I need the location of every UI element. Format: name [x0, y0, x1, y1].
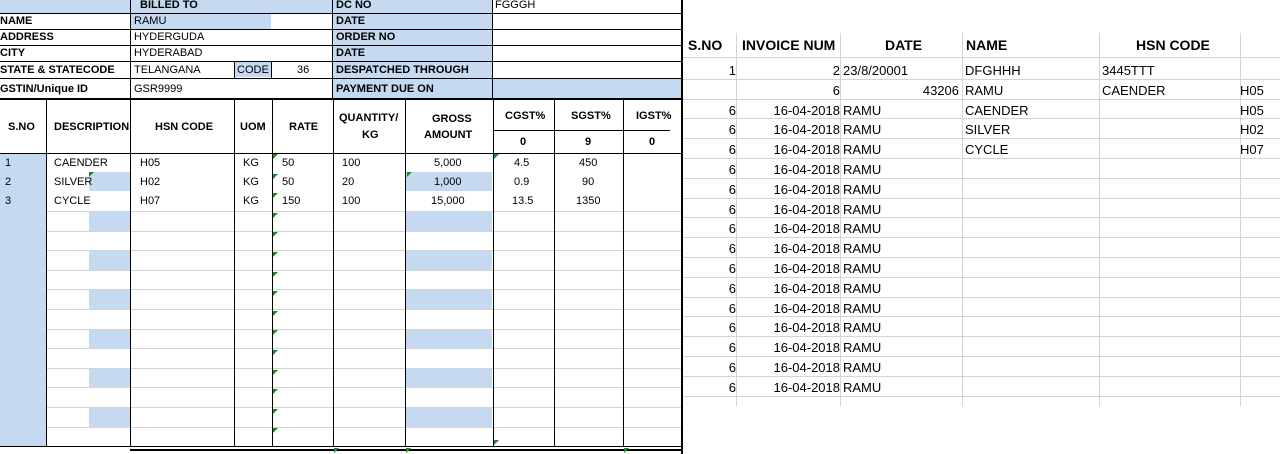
list-row[interactable] [683, 317, 1280, 337]
city-label: CITY [0, 47, 26, 59]
item-sno: 1 [5, 157, 12, 169]
list-cell-extra[interactable]: H02 [1240, 122, 1264, 138]
list-row[interactable] [683, 159, 1280, 179]
col-rate: RATE [289, 121, 319, 133]
item-uom[interactable]: KG [243, 195, 259, 207]
list-cell-sno[interactable]: 6 [728, 241, 736, 257]
empty-row-rule [46, 289, 681, 290]
empty-row-rule [46, 407, 681, 408]
item-sgst[interactable]: 1350 [576, 195, 601, 207]
col-hsn: HSN CODE [155, 121, 214, 133]
list-row[interactable] [683, 357, 1280, 377]
comment-marker-icon [273, 154, 278, 159]
table-row[interactable] [0, 154, 682, 173]
list-cell-date[interactable]: RAMU [843, 162, 882, 177]
list-cell-date[interactable]: RAMU [843, 102, 882, 118]
comment-marker-icon [273, 174, 278, 179]
col-divider [493, 100, 494, 446]
comment-marker-icon [273, 272, 278, 277]
list-cell-sno[interactable]: 6 [728, 201, 736, 217]
item-sgst[interactable]: 90 [582, 176, 595, 188]
order-date-label: DATE [336, 47, 366, 59]
col-sno: S.NO [8, 121, 35, 133]
empty-row-band [89, 368, 130, 388]
empty-row-band [89, 329, 130, 349]
list-col-date: DATE [885, 37, 923, 53]
list-col-sno: S.NO [688, 37, 723, 53]
item-uom[interactable]: KG [243, 176, 259, 188]
comment-marker-icon [273, 213, 278, 218]
list-cell-extra[interactable]: H05 [1240, 82, 1264, 98]
payment-due-label: PAYMENT DUE ON [336, 83, 434, 95]
list-cell-invoice[interactable]: 16-04-2018 [773, 162, 840, 177]
empty-row-band [406, 250, 492, 270]
list-cell-sno[interactable]: 6 [728, 261, 736, 276]
list-sheet [683, 0, 1280, 454]
list-cell-date[interactable]: RAMU [843, 320, 882, 336]
col-divider [405, 100, 406, 446]
col-igst: IGST% [636, 110, 672, 122]
item-gross[interactable]: 5,000 [434, 157, 462, 169]
col-description: DESCRIPTION [54, 121, 130, 133]
list-col-hsn: HSN CODE [1136, 37, 1210, 53]
item-uom[interactable]: KG [243, 157, 259, 169]
list-cell-invoice[interactable]: 16-04-2018 [773, 261, 840, 276]
list-cell-invoice[interactable]: 16-04-2018 [773, 102, 840, 118]
empty-row-rule [46, 211, 681, 212]
item-qty[interactable]: 100 [342, 195, 361, 207]
item-qty[interactable]: 100 [342, 157, 361, 169]
item-cgst[interactable]: 0.9 [514, 176, 530, 188]
item-rate[interactable]: 150 [282, 195, 301, 207]
list-cell-invoice[interactable]: 16-04-2018 [773, 379, 840, 395]
list-cell-name[interactable]: DFGHHH [965, 63, 1021, 78]
empty-row-rule [46, 231, 681, 232]
list-cell-date[interactable]: RAMU [843, 300, 882, 316]
comment-marker-icon [273, 350, 278, 355]
hdr-rule [0, 61, 682, 62]
list-row[interactable] [683, 119, 1280, 139]
item-rate[interactable]: 50 [282, 176, 295, 188]
list-cell-sno[interactable]: 6 [728, 360, 736, 375]
col-divider [554, 100, 555, 446]
list-cell-sno[interactable]: 6 [728, 300, 736, 316]
billed-to-label: BILLED TO [140, 0, 198, 11]
hdr-divider [234, 62, 235, 78]
list-cell-hsn[interactable]: 3445TTT [1102, 63, 1155, 78]
hdr-divider [492, 0, 493, 98]
item-gross[interactable]: 15,000 [431, 195, 465, 207]
comment-marker-icon [273, 291, 278, 296]
hdr-divider [332, 0, 333, 98]
list-row[interactable] [683, 258, 1280, 278]
empty-row-rule [46, 348, 681, 349]
dc-no-label: DC NO [336, 0, 372, 11]
comment-marker-icon [273, 311, 278, 316]
comment-marker-icon [273, 389, 278, 394]
list-cell-sno[interactable]: 6 [728, 340, 736, 356]
empty-row-rule [46, 427, 681, 428]
empty-row-rule [46, 250, 681, 251]
code-value[interactable]: 36 [297, 64, 310, 76]
list-row[interactable] [683, 199, 1280, 219]
col-gross-1: GROSS [432, 113, 472, 125]
comment-marker-icon [273, 330, 278, 335]
comment-marker-icon [89, 172, 94, 177]
list-cell-invoice[interactable]: 16-04-2018 [773, 181, 840, 197]
list-cell-extra[interactable]: H05 [1240, 102, 1264, 118]
list-cell-date[interactable]: RAMU [843, 241, 882, 257]
list-cell-extra[interactable]: H07 [1240, 142, 1264, 158]
col-cgst: CGST% [505, 110, 546, 122]
list-cell-invoice[interactable]: 16-04-2018 [773, 360, 840, 375]
address-value[interactable]: HYDERGUDA [134, 31, 205, 43]
list-col-name: NAME [966, 37, 1008, 53]
list-cell-invoice[interactable]: 16-04-2018 [773, 221, 840, 237]
list-row[interactable] [683, 238, 1280, 258]
list-cell-sno[interactable]: 1 [728, 63, 736, 78]
list-row[interactable] [683, 218, 1280, 238]
items-header [0, 100, 682, 153]
items-bottom-rule [0, 446, 682, 447]
list-cell-date[interactable]: RAMU [843, 379, 882, 395]
hdr-rule [0, 13, 682, 14]
col-gross-2: AMOUNT [424, 129, 473, 141]
col-divider [623, 100, 624, 446]
list-cell-name[interactable]: RAMU [965, 82, 1004, 98]
list-cell-date[interactable]: RAMU [843, 142, 882, 158]
city-value[interactable]: HYDERABAD [134, 47, 203, 59]
table-row[interactable] [0, 173, 682, 192]
item-description[interactable]: CYCLE [54, 195, 91, 207]
col-divider [130, 100, 131, 446]
col-sgst: SGST% [571, 110, 611, 122]
list-cell-sno[interactable]: 6 [728, 221, 736, 237]
col-qty-1: QUANTITY/ [339, 112, 399, 124]
item-sgst[interactable]: 450 [579, 157, 598, 169]
list-cell-name[interactable]: CAENDER [965, 102, 1029, 118]
code-label: CODE [237, 64, 269, 76]
empty-row-band [89, 407, 130, 427]
list-cell-invoice[interactable]: 16-04-2018 [773, 280, 840, 296]
table-row[interactable] [0, 192, 682, 211]
empty-row-band [89, 250, 130, 270]
list-cell-date[interactable]: RAMU [843, 340, 882, 356]
state-value[interactable]: TELANGANA [134, 64, 201, 76]
list-cell-invoice[interactable]: 16-04-2018 [773, 320, 840, 336]
empty-row-band [89, 289, 130, 309]
empty-row-band [406, 289, 492, 309]
list-cell-sno[interactable]: 6 [728, 320, 736, 336]
list-row[interactable] [683, 337, 1280, 357]
hdr-divider [130, 0, 131, 98]
list-cell-invoice[interactable]: 16-04-2018 [773, 340, 840, 356]
comment-marker-icon [273, 193, 278, 198]
list-cell-invoice[interactable]: 16-04-2018 [773, 300, 840, 316]
hdr-rule [0, 45, 682, 46]
item-cgst[interactable]: 4.5 [514, 157, 530, 169]
list-row[interactable] [683, 139, 1280, 159]
item-hsn[interactable]: H02 [140, 176, 161, 188]
list-row[interactable] [683, 100, 1280, 120]
list-cell-invoice[interactable]: 16-04-2018 [773, 122, 840, 138]
empty-row-rule [46, 329, 681, 330]
comment-marker-icon [273, 252, 278, 257]
col-sgst-rate[interactable]: 9 [585, 136, 592, 148]
list-cell-date[interactable]: RAMU [843, 122, 882, 138]
col-qty-2: KG [362, 129, 379, 141]
list-cell-sno[interactable]: 6 [728, 379, 736, 395]
list-col-invoice: INVOICE NUM [742, 37, 836, 53]
list-row[interactable] [683, 179, 1280, 199]
hdr-divider [271, 62, 272, 78]
empty-row-band [406, 407, 492, 427]
item-description[interactable]: CAENDER [54, 157, 108, 169]
col-cgst-rate[interactable]: 0 [520, 136, 527, 148]
item-gross[interactable]: 1,000 [434, 176, 462, 188]
hdr-rule [0, 29, 682, 30]
list-cell-date[interactable]: RAMU [843, 181, 882, 197]
list-cell-date[interactable]: RAMU [843, 280, 882, 296]
list-row[interactable] [683, 60, 1280, 80]
list-cell-sno[interactable]: 6 [728, 280, 736, 296]
list-cell-date[interactable]: RAMU [843, 221, 882, 237]
list-cell-name[interactable]: SILVER [965, 122, 1011, 138]
list-cell-invoice[interactable]: 6 [832, 82, 840, 98]
gstin-value[interactable]: GSR9999 [134, 83, 183, 95]
list-header-rule [683, 57, 1280, 58]
list-row-rule [683, 396, 1280, 397]
items-header-rule [494, 130, 670, 131]
list-cell-invoice[interactable]: 2 [832, 63, 840, 78]
state-label: STATE & STATECODE [0, 64, 115, 76]
list-row[interactable] [683, 377, 1280, 397]
list-cell-sno[interactable]: 6 [728, 102, 736, 118]
item-qty[interactable]: 20 [342, 176, 355, 188]
despatched-through-label: DESPATCHED THROUGH [336, 64, 469, 76]
list-cell-invoice[interactable]: 16-04-2018 [773, 142, 840, 158]
empty-row-rule [46, 368, 681, 369]
col-igst-rate[interactable]: 0 [649, 136, 656, 148]
col-divider [46, 100, 47, 446]
address-label: ADDRESS [0, 31, 54, 43]
col-divider [234, 100, 235, 446]
list-cell-date[interactable]: 43206 [922, 82, 959, 98]
item-hsn[interactable]: H07 [140, 195, 161, 207]
comment-marker-icon [406, 448, 411, 453]
item-sno: 3 [5, 195, 12, 207]
list-row[interactable] [683, 278, 1280, 298]
name-value[interactable]: RAMU [134, 15, 167, 27]
comment-marker-icon [407, 172, 412, 177]
list-row[interactable] [683, 80, 1280, 100]
comment-marker-icon [273, 370, 278, 375]
empty-row-band [406, 329, 492, 349]
empty-row-rule [46, 387, 681, 388]
list-cell-date[interactable]: RAMU [843, 201, 882, 217]
list-cell-sno[interactable]: 6 [728, 142, 736, 158]
date-label: DATE [336, 15, 366, 27]
comment-marker-icon [273, 409, 278, 414]
order-no-label: ORDER NO [336, 31, 396, 43]
item-description[interactable]: SILVER [54, 176, 93, 188]
comment-marker-icon [334, 448, 339, 453]
list-cell-sno[interactable]: 6 [728, 162, 736, 177]
item-hsn[interactable]: H05 [140, 157, 161, 169]
empty-row-band [406, 211, 492, 231]
gstin-label: GSTIN/Unique ID [0, 83, 88, 95]
comment-marker-icon [273, 428, 278, 433]
empty-row-rule [46, 309, 681, 310]
list-cell-hsn[interactable]: CAENDER [1102, 82, 1166, 98]
name-label: NAME [0, 15, 33, 27]
empty-row-band [89, 211, 130, 231]
item-rate[interactable]: 50 [282, 157, 295, 169]
comment-marker-icon [273, 232, 278, 237]
empty-row-band [406, 368, 492, 388]
list-cell-date[interactable]: RAMU [843, 261, 882, 276]
comment-marker-icon [494, 440, 499, 445]
list-row[interactable] [683, 298, 1280, 318]
list-cell-invoice[interactable]: 16-04-2018 [773, 201, 840, 217]
empty-row-rule [46, 270, 681, 271]
list-cell-date[interactable]: 23/8/20001 [843, 63, 909, 78]
col-uom: UOM [240, 121, 266, 133]
list-cell-date[interactable]: RAMU [843, 360, 882, 375]
dc-no-value[interactable]: FGGGH [495, 0, 536, 11]
comment-marker-icon [494, 154, 499, 159]
col-divider [333, 100, 334, 446]
list-cell-invoice[interactable]: 16-04-2018 [773, 241, 840, 257]
hdr-rule [0, 78, 682, 79]
item-sno: 2 [5, 176, 12, 188]
list-cell-name[interactable]: CYCLE [965, 142, 1009, 158]
item-cgst[interactable]: 13.5 [512, 195, 534, 207]
comment-marker-icon [624, 448, 629, 453]
payment-value-bg [493, 79, 681, 98]
list-cell-sno[interactable]: 6 [728, 122, 736, 138]
list-cell-sno[interactable]: 6 [728, 181, 736, 197]
